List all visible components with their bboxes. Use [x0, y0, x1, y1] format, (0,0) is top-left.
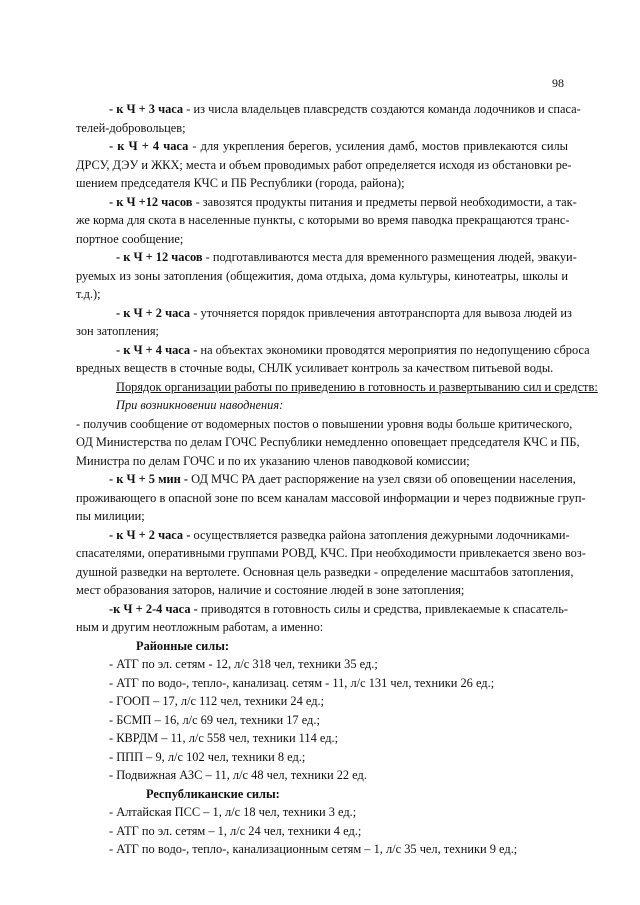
republic-forces-heading: Республиканские силы: [146, 786, 280, 801]
list-item: - Алтайская ПСС – 1, л/с 18 чел, техники 3 ед.; [109, 805, 357, 819]
list-item: - АТГ по эл. сетям - 12, л/с 318 чел, техники 35 ед.; [109, 657, 378, 671]
paragraph-line: -к Ч + 2-4 часа - приводятся в готовность силы и средства, привлекаемые к спасатель- [109, 601, 568, 616]
paragraph-line: - к Ч +12 часов - завозятся продукты питания и предметы первой необходимости, а так- [109, 194, 577, 209]
paragraph-line: - к Ч + 4 часа - для укрепления берегов, усиления дамб, мостов привлекаются силы [109, 139, 568, 153]
list-item: - Подвижная АЗС – 11, л/с 48 чел, техники 22 ед. [109, 768, 367, 782]
paragraph-line: мест образования заторов, наличие и состояние людей в зоне затопления; [76, 583, 465, 597]
paragraph-line: спасателями, оперативными группами РОВД, КЧС. При необходимости привлекается звено воз- [76, 546, 586, 560]
district-forces-heading: Районные силы: [136, 638, 230, 653]
paragraph-line: руемых из зоны затопления (общежития, дома отдыха, дома культуры, кинотеатры, школы и [76, 268, 568, 283]
list-item: - АТГ по водо-, тепло-, канализационным сетям – 1, л/с 35 чел, техники 9 ед.; [109, 842, 518, 856]
document-body [76, 100, 598, 859]
paragraph-line: проживающего в опасной зоне по всем каналам массовой информации и через подвижные груп- [76, 490, 586, 505]
paragraph-line: телей-добровольцев; [76, 120, 186, 135]
paragraph-line: ным и другим неотложным работам, а именно: [76, 620, 324, 634]
paragraph-line: шением председателя КЧС и ПБ Республики (города, района); [76, 176, 405, 190]
subheading: При возникновении наводнения: [116, 398, 284, 412]
paragraph-line: - к Ч + 2 часа - осуществляется разведка района затопления дежурными лодочниками- [109, 527, 570, 542]
paragraph-line: - к Ч + 4 часа - на объектах экономики проводятся мероприятия по недопущению сброса [116, 342, 590, 357]
paragraph-line: душной разведки на вертолете. Основная цель разведки - определение масштабов затопления, [76, 564, 574, 579]
paragraph-line: ОД Министерства по делам ГОЧС Республики немедленно оповещает председателя КЧС и ПБ, [76, 435, 580, 449]
list-item: - АТГ по водо-, тепло-, канализац. сетям - 11, л/с 131 чел, техники 26 ед.; [109, 675, 495, 690]
list-item: - БСМП – 16, л/с 69 чел, техники 17 ед.; [109, 712, 320, 727]
paragraph-line: зон затопления; [76, 324, 159, 338]
paragraph-line: портное сообщение; [76, 231, 184, 246]
paragraph-line: - получив сообщение от водомерных постов о повышении уровня воды больше критического, [76, 416, 573, 431]
list-item: - ППП – 9, л/с 102 чел, техники 8 ед.; [109, 749, 306, 764]
paragraph-line: вредных веществ в сточные воды, СНЛК усиливает контроль за качеством питьевой воды. [76, 361, 554, 375]
paragraph-line: пы милиции; [76, 509, 145, 523]
paragraph-line: ДРСУ, ДЭУ и ЖКХ; места и объем проводимых работ определяется исходя из обстановки ре- [76, 157, 572, 172]
list-item: - КВРДМ – 11, л/с 558 чел, техники 114 ед.; [109, 731, 339, 745]
paragraph-line: - к Ч + 12 часов - подготавливаются места для временного размещения людей, эвакуи- [116, 250, 577, 264]
section-heading: Порядок организации работы по приведению в готовность и развертыванию сил и средств: [116, 379, 598, 394]
paragraph-line: - к Ч + 3 часа - из числа владельцев плавсредств создаются команда лодочников и спаса- [109, 102, 581, 116]
paragraph-line: т.д.); [76, 287, 101, 301]
list-item: - ГООП – 17, л/с 112 чел, техники 24 ед.; [109, 694, 325, 708]
paragraph-line: - к Ч + 5 мин - ОД МЧС РА дает распоряжение на узел связи об оповещении населения, [109, 472, 576, 486]
paragraph-line: - к Ч + 2 часа - уточняется порядок привлечения автотранспорта для вывоза людей из [116, 305, 572, 320]
list-item: - АТГ по эл. сетям – 1, л/с 24 чел, техники 4 ед.; [109, 823, 362, 838]
paragraph-line: Министра по делам ГОЧС и по их указанию членов паводковой комиссии; [76, 453, 470, 468]
page-number: 98 [552, 76, 564, 90]
paragraph-line: же корма для скота в населенные пункты, с которыми во время паводка прекращаются транс- [76, 213, 570, 227]
